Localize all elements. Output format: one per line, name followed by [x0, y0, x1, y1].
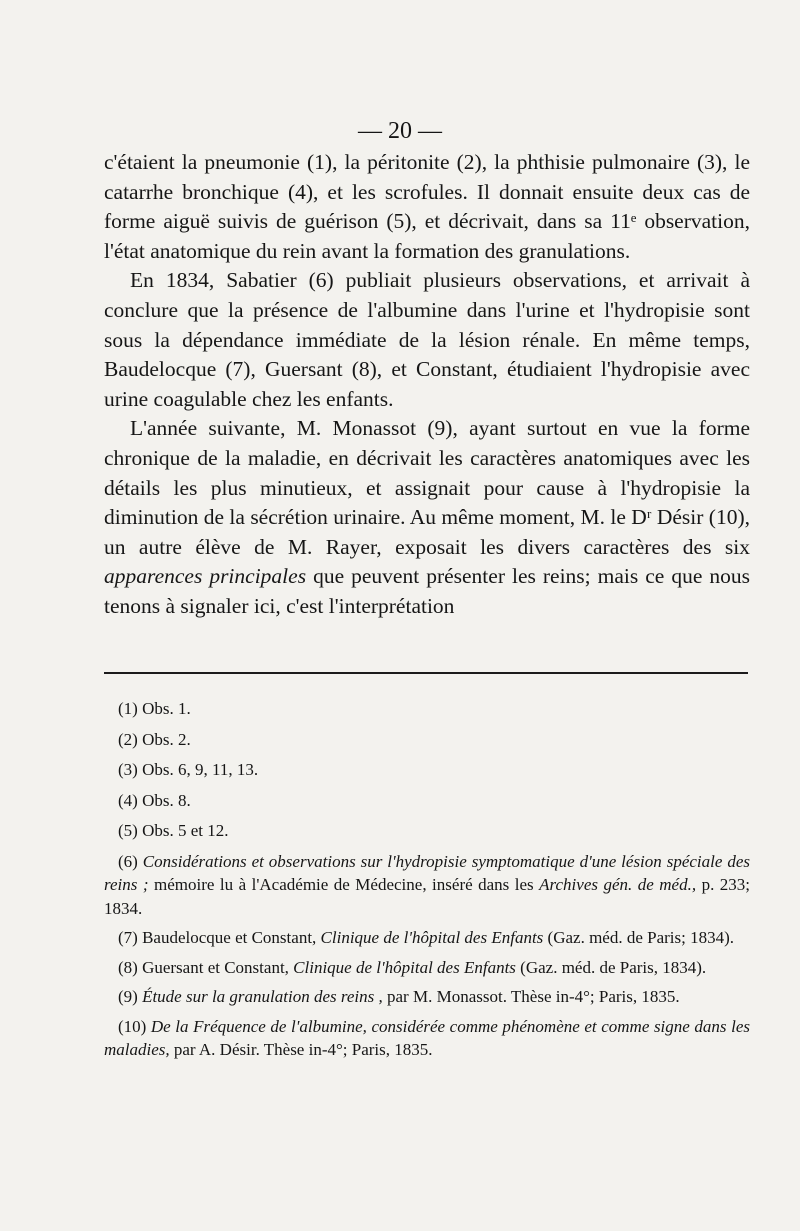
footnote-7-author: Baudelocque et Constant,	[142, 928, 317, 947]
footnote-5: (5) Obs. 5 et 12.	[118, 821, 229, 840]
footnote-6-tail: p. 233; 1834.	[104, 875, 751, 918]
paragraph-3	[104, 414, 750, 621]
page-number: — 20 —	[358, 118, 442, 144]
footnote-8-number: (8)	[118, 957, 138, 977]
paragraph-2: En 1834, Sabatier (6) publiait plusieurs observations, et arrivait à conclure que la présence de l'albumine dans l'urine et l'hydropisie sont sous la dépendance immédiate de la lésion rénale. En même temps, Baudelocque (7), Guersant (8), et Constant, étudiaient l'hydropisie avec urine coagulable chez les enfants.	[104, 268, 750, 411]
footnote-4: (4) Obs. 8.	[118, 790, 191, 810]
footnote-3: (3) Obs. 6, 9, 11, 13.	[118, 760, 259, 779]
footnote-2: (2) Obs. 2.	[118, 729, 191, 749]
footnote-10-number: (10)	[118, 1016, 147, 1036]
footnote-9-title: Étude sur la granulation des reins ,	[142, 987, 383, 1006]
main-text	[104, 148, 750, 622]
paragraph-3-tail: que peuvent présenter les reins; mais ce que nous tenons à signaler ici, c'est l'interprétation	[104, 564, 751, 618]
footnote-9-tail: par M. Monassot. Thèse in-4°; Paris, 1835.	[387, 987, 680, 1006]
footnote-7	[104, 926, 750, 950]
footnote-8-tail: (Gaz. méd. de Paris, 1834).	[520, 957, 707, 977]
paragraph-1: c'étaient la pneumonie (1), la péritonite (2), la phthisie pulmonaire (3), le catarrhe bronchique (4), et les scrofules. Il donnait ensuite deux cas de forme aiguë suivis de guérison (5), et décrivait, dans sa 11ᵉ observation, l'état anatomique du rein avant la formation des granulations.	[104, 150, 750, 263]
footnote-9-number: (9)	[118, 987, 138, 1006]
footnote-10	[104, 1015, 750, 1062]
footnote-7-tail: (Gaz. méd. de Paris; 1834).	[547, 928, 735, 947]
footnote-7-number: (7)	[118, 928, 138, 947]
footnote-6	[104, 850, 750, 921]
paragraph-3-italic: apparences principales	[104, 564, 307, 589]
footnote-1: (1) Obs. 1.	[118, 699, 191, 718]
paragraph-3-text: L'année suivante, M. Monassot (9), ayant surtout en vue la forme chronique de la maladie, en décrivait les caractères anatomiques avec les détails les plus minutieux, et assignait pour cause à l'hydropisie la diminution de la sécrétion urinaire. Au même moment, M. le Dʳ Désir (10), un autre élève de M. Rayer, exposait les divers caractères des six	[104, 416, 750, 559]
footnote-6-title: Considérations et observations sur l'hydropisie symptomatique d'une lésion spéciale des reins ;	[104, 851, 751, 894]
footnote-10-title: De la Fréquence de l'albumine, considérée comme phénomène et comme signe dans les maladies,	[104, 1016, 750, 1059]
footnote-8	[104, 956, 750, 980]
footnote-9	[104, 985, 750, 1009]
footnotes	[104, 697, 750, 1062]
footnote-8-author: Guersant et Constant,	[142, 957, 289, 977]
footnote-7-title: Clinique de l'hôpital des Enfants	[320, 928, 544, 947]
footnote-10-tail: par A. Désir. Thèse in-4°; Paris, 1835.	[173, 1040, 433, 1059]
footnote-8-title: Clinique de l'hôpital des Enfants	[293, 957, 516, 977]
footnote-6-journal: Archives gén. de méd.,	[539, 875, 697, 894]
footnote-divider	[104, 672, 748, 674]
footnote-6-number: (6)	[118, 851, 138, 871]
footnote-6-text: mémoire lu à l'Académie de Médecine, inséré dans les	[154, 875, 534, 894]
